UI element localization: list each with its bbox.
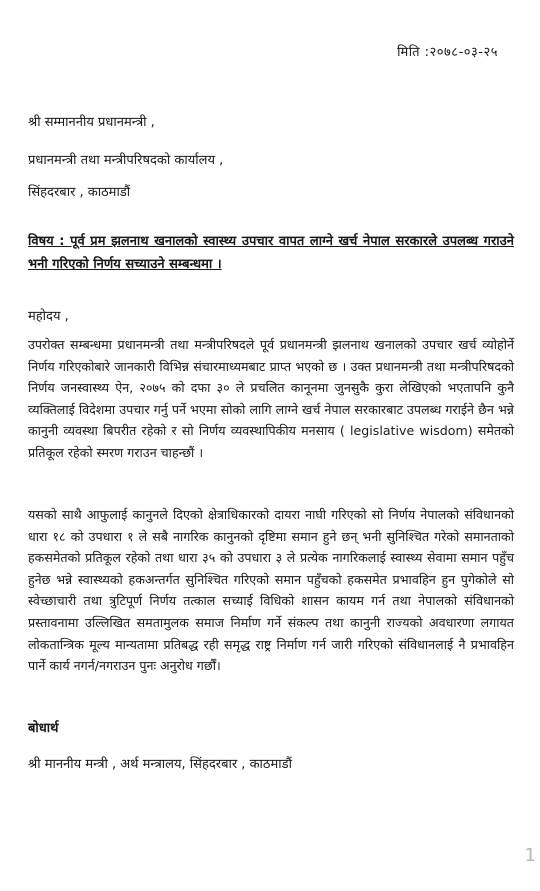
page-edge-mark: 1 <box>524 845 536 866</box>
recipient-office: प्रधानमन्त्री तथा मन्त्रीपरिषदको कार्यालय , <box>28 153 224 168</box>
salutation: महोदय , <box>28 309 69 324</box>
recipient-title: श्री सम्माननीय प्रधानमन्त्री , <box>28 115 155 130</box>
body-paragraph-1: उपरोक्त सम्बन्धमा प्रधानमन्त्री तथा मन्त्रीपरिषदले पूर्व प्रधानमन्त्री झलनाथ खनालको उपचार खर्च व्योहोर्ने निर्णय गरिएकोबारे जानकारी विभिन्न संचारमाध्यमबाट प्राप्त भएको छ । उक्त प्रधानमन्त्री तथा मन्त्रीपरिषदको निर्णय जनस्वास्थ्य ऐन, २०७५ को दफा ३० ले प्रचलित कानूनमा जुनसुकै कुरा लेखिएको भएतापनि कुनै व्यक्तिलाई विदेशमा उपचार गर्नु पर्ने भएमा सोको लागि लाग्ने खर्च नेपाल सरकारबाट उपलब्ध गराईने छैन भन्ने कानुनी व्यवस्था बिपरीत रहेको र सो निर्णय व्यवस्थापिकीय मनसाय ( legislative wisdom) समेतको प्रतिकूल रहेको स्मरण गराउन चाहन्छौं । <box>28 337 514 460</box>
cc-heading: बोधार्थ <box>28 721 59 736</box>
body-paragraph-2: यसको साथै आफुलाई कानुनले दिएको क्षेत्राधिकारको दायरा नाघी गरिएको सो निर्णय नेपालको संविधानको धारा १८ को उपधारा १ ले सबै नागरिक कानुनको दृष्टिमा समान हुने छन् भनी सुनिश्चित गरेको समानताको हकसमेतको प्रतिकूल रहेको तथा धारा ३५ को उपधारा ३ ले प्रत्येक नागरिकलाई स्वास्थ्य सेवामा समान पहुँच हुनेछ भन्ने स्वास्थ्यको हकअन्तर्गत सुनिश्चित गरिएको समान पहुँचको हकसमेत प्रभावहिन हुन पुगेकोले सो स्वेच्छाचारी तथा त्रुटिपूर्ण निर्णय तत्काल सच्याई विधिको शासन कायम गर्न तथा नेपालको संविधानको प्रस्तावनामा उल्लिखित समतामुलक समाज निर्माण गर्ने संकल्प तथा कानुनी राज्यको अवधारणा लगायत लोकतान्त्रिक मूल्य मान्यतामा प्रतिबद्ध रही समृद्ध राष्ट्र निर्माण गर्न जारी गरिएको संविधानलाई नै प्रभावहिन पार्ने कार्य नगर्न/नगराउन पुनः अनुरोध गर्छौं। <box>28 507 514 674</box>
letter-subject: विषय : पूर्व प्रम झलनाथ खनालको स्वास्थ्य उपचार वापत लाग्ने खर्च नेपाल सरकारले उपलब्ध गराउने भनी गरिएको निर्णय सच्याउने सम्बन्धमा । <box>28 234 514 272</box>
letter-date: मिति :२०७८-०३-२५ <box>397 45 498 60</box>
recipient-address: सिंहदरबार , काठमाडौं <box>28 185 131 200</box>
cc-recipient: श्री माननीय मन्त्री , अर्थ मन्त्रालय, सिंहदरबार , काठमाडौं <box>28 757 292 772</box>
